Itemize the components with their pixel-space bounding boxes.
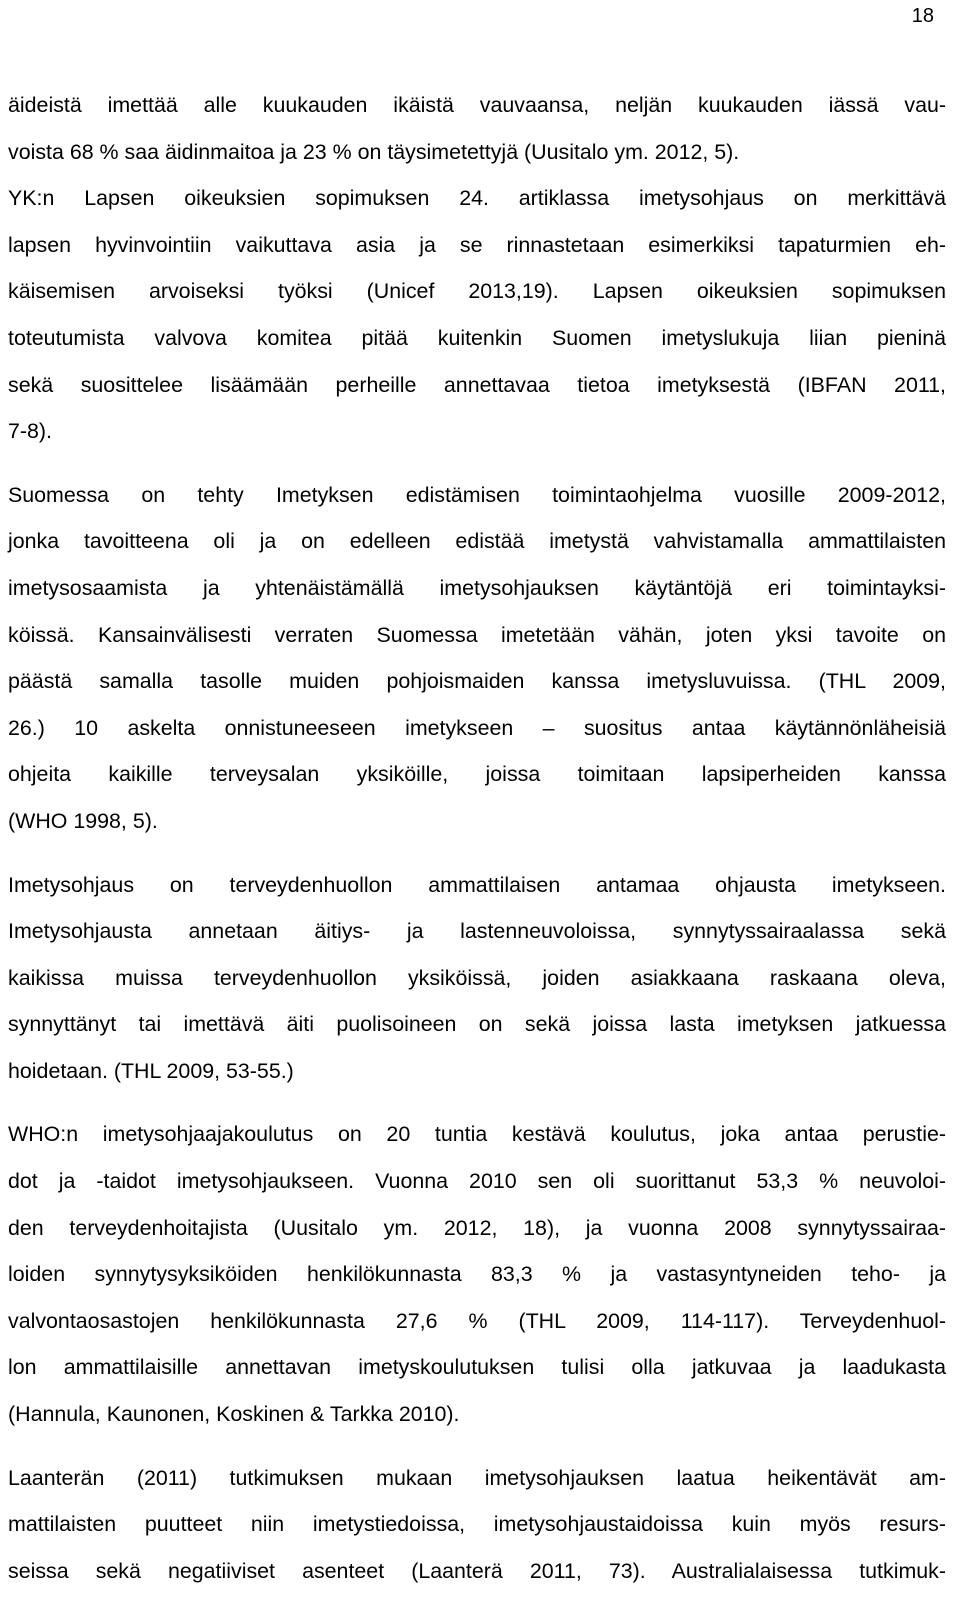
text-line: dot ja -taidot imetysohjaukseen. Vuonna 2010 sen oli suorittanut 53,3 % neuvoloi-	[8, 1169, 946, 1194]
text-line: lapsen hyvinvointiin vaikuttava asia ja se rinnastetaan esimerkiksi tapaturmien eh-	[8, 232, 946, 257]
text-line: sekä suosittelee lisäämään perheille annettavaa tietoa imetyksestä (IBFAN 2011,	[8, 372, 946, 397]
paragraph-6	[8, 1455, 946, 1595]
text-line: Suomessa on tehty Imetyksen edistämisen toimintaohjelma vuosille 2009-2012,	[8, 482, 946, 507]
text-line: käisemisen arvoiseksi työksi (Unicef 2013,19). Lapsen oikeuksien sopimuksen	[8, 279, 946, 304]
paragraph-1	[8, 82, 946, 175]
text-line: seissa sekä negatiiviset asenteet (Laanterä 2011, 73). Australialaisessa tutkimuk-	[8, 1558, 946, 1583]
text-line: (Hannula, Kaunonen, Koskinen & Tarkka 2010).	[8, 1402, 460, 1427]
text-line: (WHO 1998, 5).	[8, 808, 158, 833]
text-line: WHO:n imetysohjaajakoulutus on 20 tuntia kestävä koulutus, joka antaa perustie-	[8, 1122, 946, 1147]
text-line: jonka tavoitteena oli ja on edelleen edistää imetystä vahvistamalla ammattilaisten	[8, 529, 946, 554]
text-line: Laanterän (2011) tutkimuksen mukaan imetysohjauksen laatua heikentävät am-	[8, 1465, 946, 1490]
text-line: voista 68 % saa äidinmaitoa ja 23 % on täysimetettyjä (Uusitalo ym. 2012, 5).	[8, 139, 740, 164]
text-line: äideistä imettää alle kuukauden ikäistä vauvaansa, neljän kuukauden iässä vau-	[8, 93, 946, 117]
text-line: Imetysohjausta annetaan äitiys- ja lastenneuvoloissa, synnytyssairaalassa sekä	[8, 919, 946, 944]
paragraph-5	[8, 1111, 946, 1437]
paragraph-2	[8, 175, 946, 455]
text-line: toteutumista valvova komitea pitää kuitenkin Suomen imetyslukuja liian pieninä	[8, 325, 946, 350]
paragraph-4	[8, 862, 946, 1095]
text-line: köissä. Kansainvälisesti verraten Suomessa imetetään vähän, joten yksi tavoite on	[8, 622, 946, 647]
text-line: synnyttänyt tai imettävä äiti puolisoineen on sekä joissa lasta imetyksen jatkuessa	[8, 1012, 946, 1037]
text-line: loiden synnytysyksiköiden henkilökunnasta 83,3 % ja vastasyntyneiden teho- ja	[8, 1262, 946, 1287]
page-number: 18	[911, 5, 934, 27]
text-line: 26.) 10 askelta onnistuneeseen imetykseen – suositus antaa käytännönläheisiä	[8, 715, 946, 740]
text-line: mattilaisten puutteet niin imetystiedoissa, imetysohjaustaidoissa kuin myös resurs-	[8, 1512, 946, 1537]
text-line: imetysosaamista ja yhtenäistämällä imetysohjauksen käytäntöjä eri toimintayksi-	[8, 575, 946, 600]
text-line: Imetysohjaus on terveydenhuollon ammattilaisen antamaa ohjausta imetykseen.	[8, 872, 946, 897]
paragraph-3	[8, 472, 946, 845]
text-line: ohjeita kaikille terveysalan yksiköille, joissa toimitaan lapsiperheiden kanssa	[8, 762, 946, 787]
text-line: den terveydenhoitajista (Uusitalo ym. 2012, 18), ja vuonna 2008 synnytyssairaa-	[8, 1215, 946, 1240]
document-body	[8, 82, 946, 1594]
text-line: kaikissa muissa terveydenhuollon yksiköissä, joiden asiakkaana raskaana oleva,	[8, 965, 946, 990]
text-line: hoidetaan. (THL 2009, 53-55.)	[8, 1058, 294, 1083]
text-line: päästä samalla tasolle muiden pohjoismaiden kanssa imetysluvuissa. (THL 2009,	[8, 669, 946, 694]
text-line: YK:n Lapsen oikeuksien sopimuksen 24. artiklassa imetysohjaus on merkittävä	[8, 186, 946, 211]
text-line: lon ammattilaisille annettavan imetyskoulutuksen tulisi olla jatkuvaa ja laadukasta	[8, 1355, 946, 1380]
text-line: 7-8).	[8, 419, 52, 444]
text-line: valvontaosastojen henkilökunnasta 27,6 % (THL 2009, 114-117). Terveydenhuol-	[8, 1308, 946, 1333]
